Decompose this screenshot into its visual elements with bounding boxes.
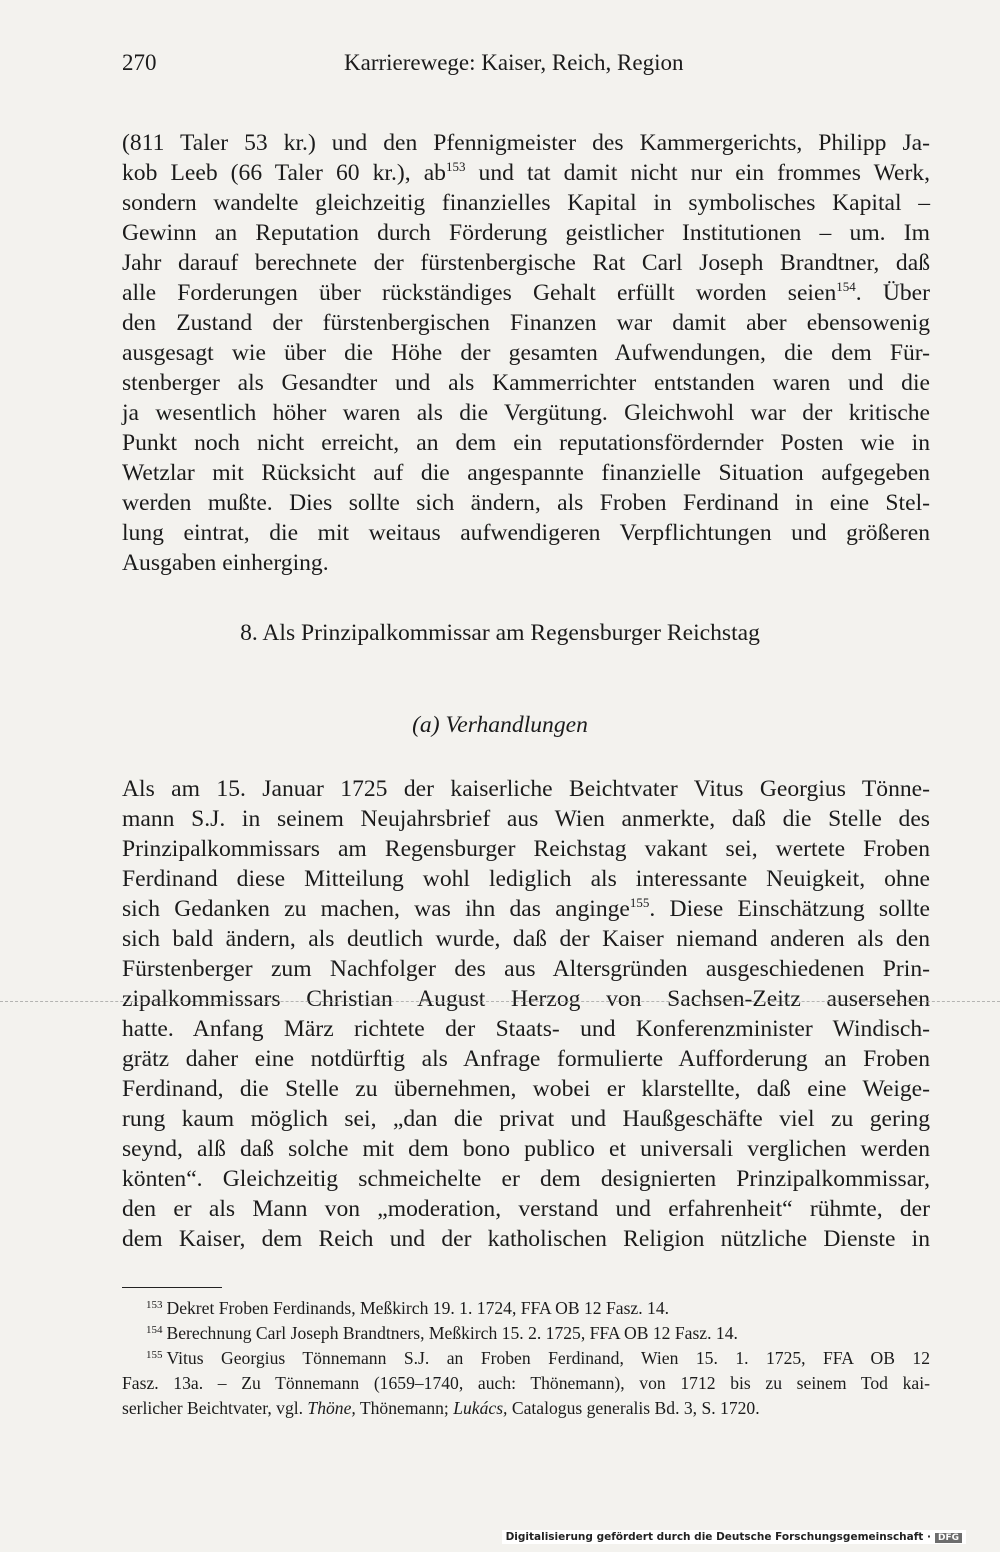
text-line: lung eintrat, die mit weitaus aufwendigeren Verpflichtungen und größeren <box>122 520 930 546</box>
text-line: sich Gedanken zu machen, was ihn das anginge$^{155}$. Diese Einschätzung sollte <box>122 895 930 922</box>
footnote-153: $^{153}$ Dekret Froben Ferdinands, Meßkirch 19. 1. 1724, FFA OB 12 Fasz. 14. <box>146 1298 670 1318</box>
footnote-154: $^{154}$ Berechnung Carl Joseph Brandtners, Meßkirch 15. 2. 1725, FFA OB 12 Fasz. 14. <box>146 1323 738 1343</box>
page-header <box>122 50 930 86</box>
running-head: Karrierewege: Kaiser, Reich, Region <box>344 50 684 75</box>
footnote-ref-154[interactable]: 154 <box>836 279 856 294</box>
text-line: Fürstenberger zum Nachfolger des aus Altersgründen ausgeschiedenen Prin- <box>122 956 930 982</box>
text-line: Als am 15. Januar 1725 der kaiserliche Beichtvater Vitus Georgius Tönne- <box>122 776 930 802</box>
text-line: Gewinn an Reputation durch Förderung geistlicher Institutionen – um. Im <box>122 220 930 246</box>
text-line: Ferdinand, die Stelle zu übernehmen, wobei er klarstellte, daß eine Weige- <box>122 1076 930 1102</box>
text-line: könten“. Gleichzeitig schmeichelte er dem designierten Prinzipalkommissar, <box>122 1166 930 1192</box>
footnote-155-line-3: serlicher Beichtvater, vgl. Thöne, Thönemann; Lukács, Catalogus generalis Bd. 3, S. 1720. <box>122 1398 760 1418</box>
text-line: ja wesentlich höher waren als die Vergütung. Gleichwohl war der kritische <box>122 400 930 426</box>
text-line: sich bald ändern, als deutlich wurde, daß der Kaiser niemand anderen als den <box>122 926 930 952</box>
footnote-ref-153[interactable]: 153 <box>445 159 466 174</box>
text-line: Prinzipalkommissars am Regensburger Reichstag vakant sei, wertete Froben <box>122 836 930 862</box>
subsection-heading <box>0 710 1000 740</box>
text-line: grätz daher eine notdürftig als Anfrage formulierte Aufforderung an Froben <box>122 1046 930 1072</box>
footnote-number: 153 <box>146 1299 163 1311</box>
text-line: sondern wandelte gleichzeitig finanzielles Kapital in symbolisches Kapital – <box>122 190 930 216</box>
footnote-number: 155 <box>146 1349 163 1361</box>
text-line: Jahr darauf berechnete der fürstenbergische Rat Carl Joseph Brandtner, daß <box>122 250 930 276</box>
text-line: den er als Mann von „moderation, verstand und erfahrenheit“ rühmte, der <box>122 1196 930 1222</box>
text-line: den Zustand der fürstenbergischen Finanzen war damit aber ebensowenig <box>122 310 930 336</box>
text-line: Wetzlar mit Rücksicht auf die angespannte finanzielle Situation aufgegeben <box>122 460 930 486</box>
text-line: Punkt noch nicht erreicht, an dem ein reputationsfördernder Posten wie in <box>122 430 930 456</box>
text-line: alle Forderungen über rückständiges Gehalt erfüllt worden seien$^{154}$. Über <box>122 279 930 306</box>
footnote-155: $^{155}$ Vitus Georgius Tönnemann S.J. an Froben Ferdinand, Wien 15. 1. 1725, FFA OB 12 <box>146 1348 930 1368</box>
text-line: mann S.J. in seinem Neujahrsbrief aus Wien anmerkte, daß die Stelle des <box>122 806 930 832</box>
footnote-155-line-2: Fasz. 13a. – Zu Tönnemann (1659–1740, auch: Thönemann), von 1712 bis zu seinem Tod kai- <box>122 1373 930 1393</box>
text-line: hatte. Anfang März richtete der Staats- und Konferenzminister Windisch- <box>122 1016 930 1042</box>
footnote-ref-155[interactable]: 155 <box>629 895 650 910</box>
text-line: stenberger als Gesandter und als Kammerrichter entstanden waren und die <box>122 370 930 396</box>
page-number: 270 <box>122 50 157 75</box>
text-line: rung kaum möglich sei, „dan die privat und Haußgeschäfte viel zu gering <box>122 1106 930 1132</box>
text-line: zipalkommissars Christian August Herzog von Sachsen-Zeitz ausersehen <box>122 986 930 1012</box>
section-heading: 8. Als Prinzipalkommissar am Regensburger Reichstag <box>240 620 760 646</box>
digitization-credit: Digitalisierung gefördert durch die Deutsche Forschungsgemeinschaft · DFG <box>502 1530 966 1544</box>
text-line: seynd, alß daß solche mit dem bono publico et universali verglichen werden <box>122 1136 930 1162</box>
footnote-number: 154 <box>146 1324 163 1336</box>
text-line: dem Kaiser, dem Reich und der katholischen Religion nützliche Dienste in <box>122 1226 930 1252</box>
subsection-title: Verhandlungen <box>445 712 588 738</box>
footnote-separator <box>122 1287 222 1288</box>
text-line: ausgesagt wie über die Höhe der gesamten Aufwendungen, die dem Für- <box>122 340 930 366</box>
text-line: werden mußte. Dies sollte sich ändern, als Froben Ferdinand in eine Stel- <box>122 490 930 516</box>
text-line: Ferdinand diese Mitteilung wohl lediglich als interessante Neuigkeit, ohne <box>122 866 930 892</box>
text-line: (811 Taler 53 kr.) und den Pfennigmeister des Kammergerichts, Philipp Ja- <box>122 130 930 156</box>
text-line: Ausgaben einherging. <box>122 550 329 576</box>
dfg-logo: DFG <box>935 1533 962 1543</box>
text-line: kob Leeb (66 Taler 60 kr.), $ab^{153}$ und tat damit nicht nur ein frommes Werk, <box>122 159 931 186</box>
subsection-label: (a) <box>412 712 440 738</box>
scan-artifact-line <box>0 1001 1000 1002</box>
